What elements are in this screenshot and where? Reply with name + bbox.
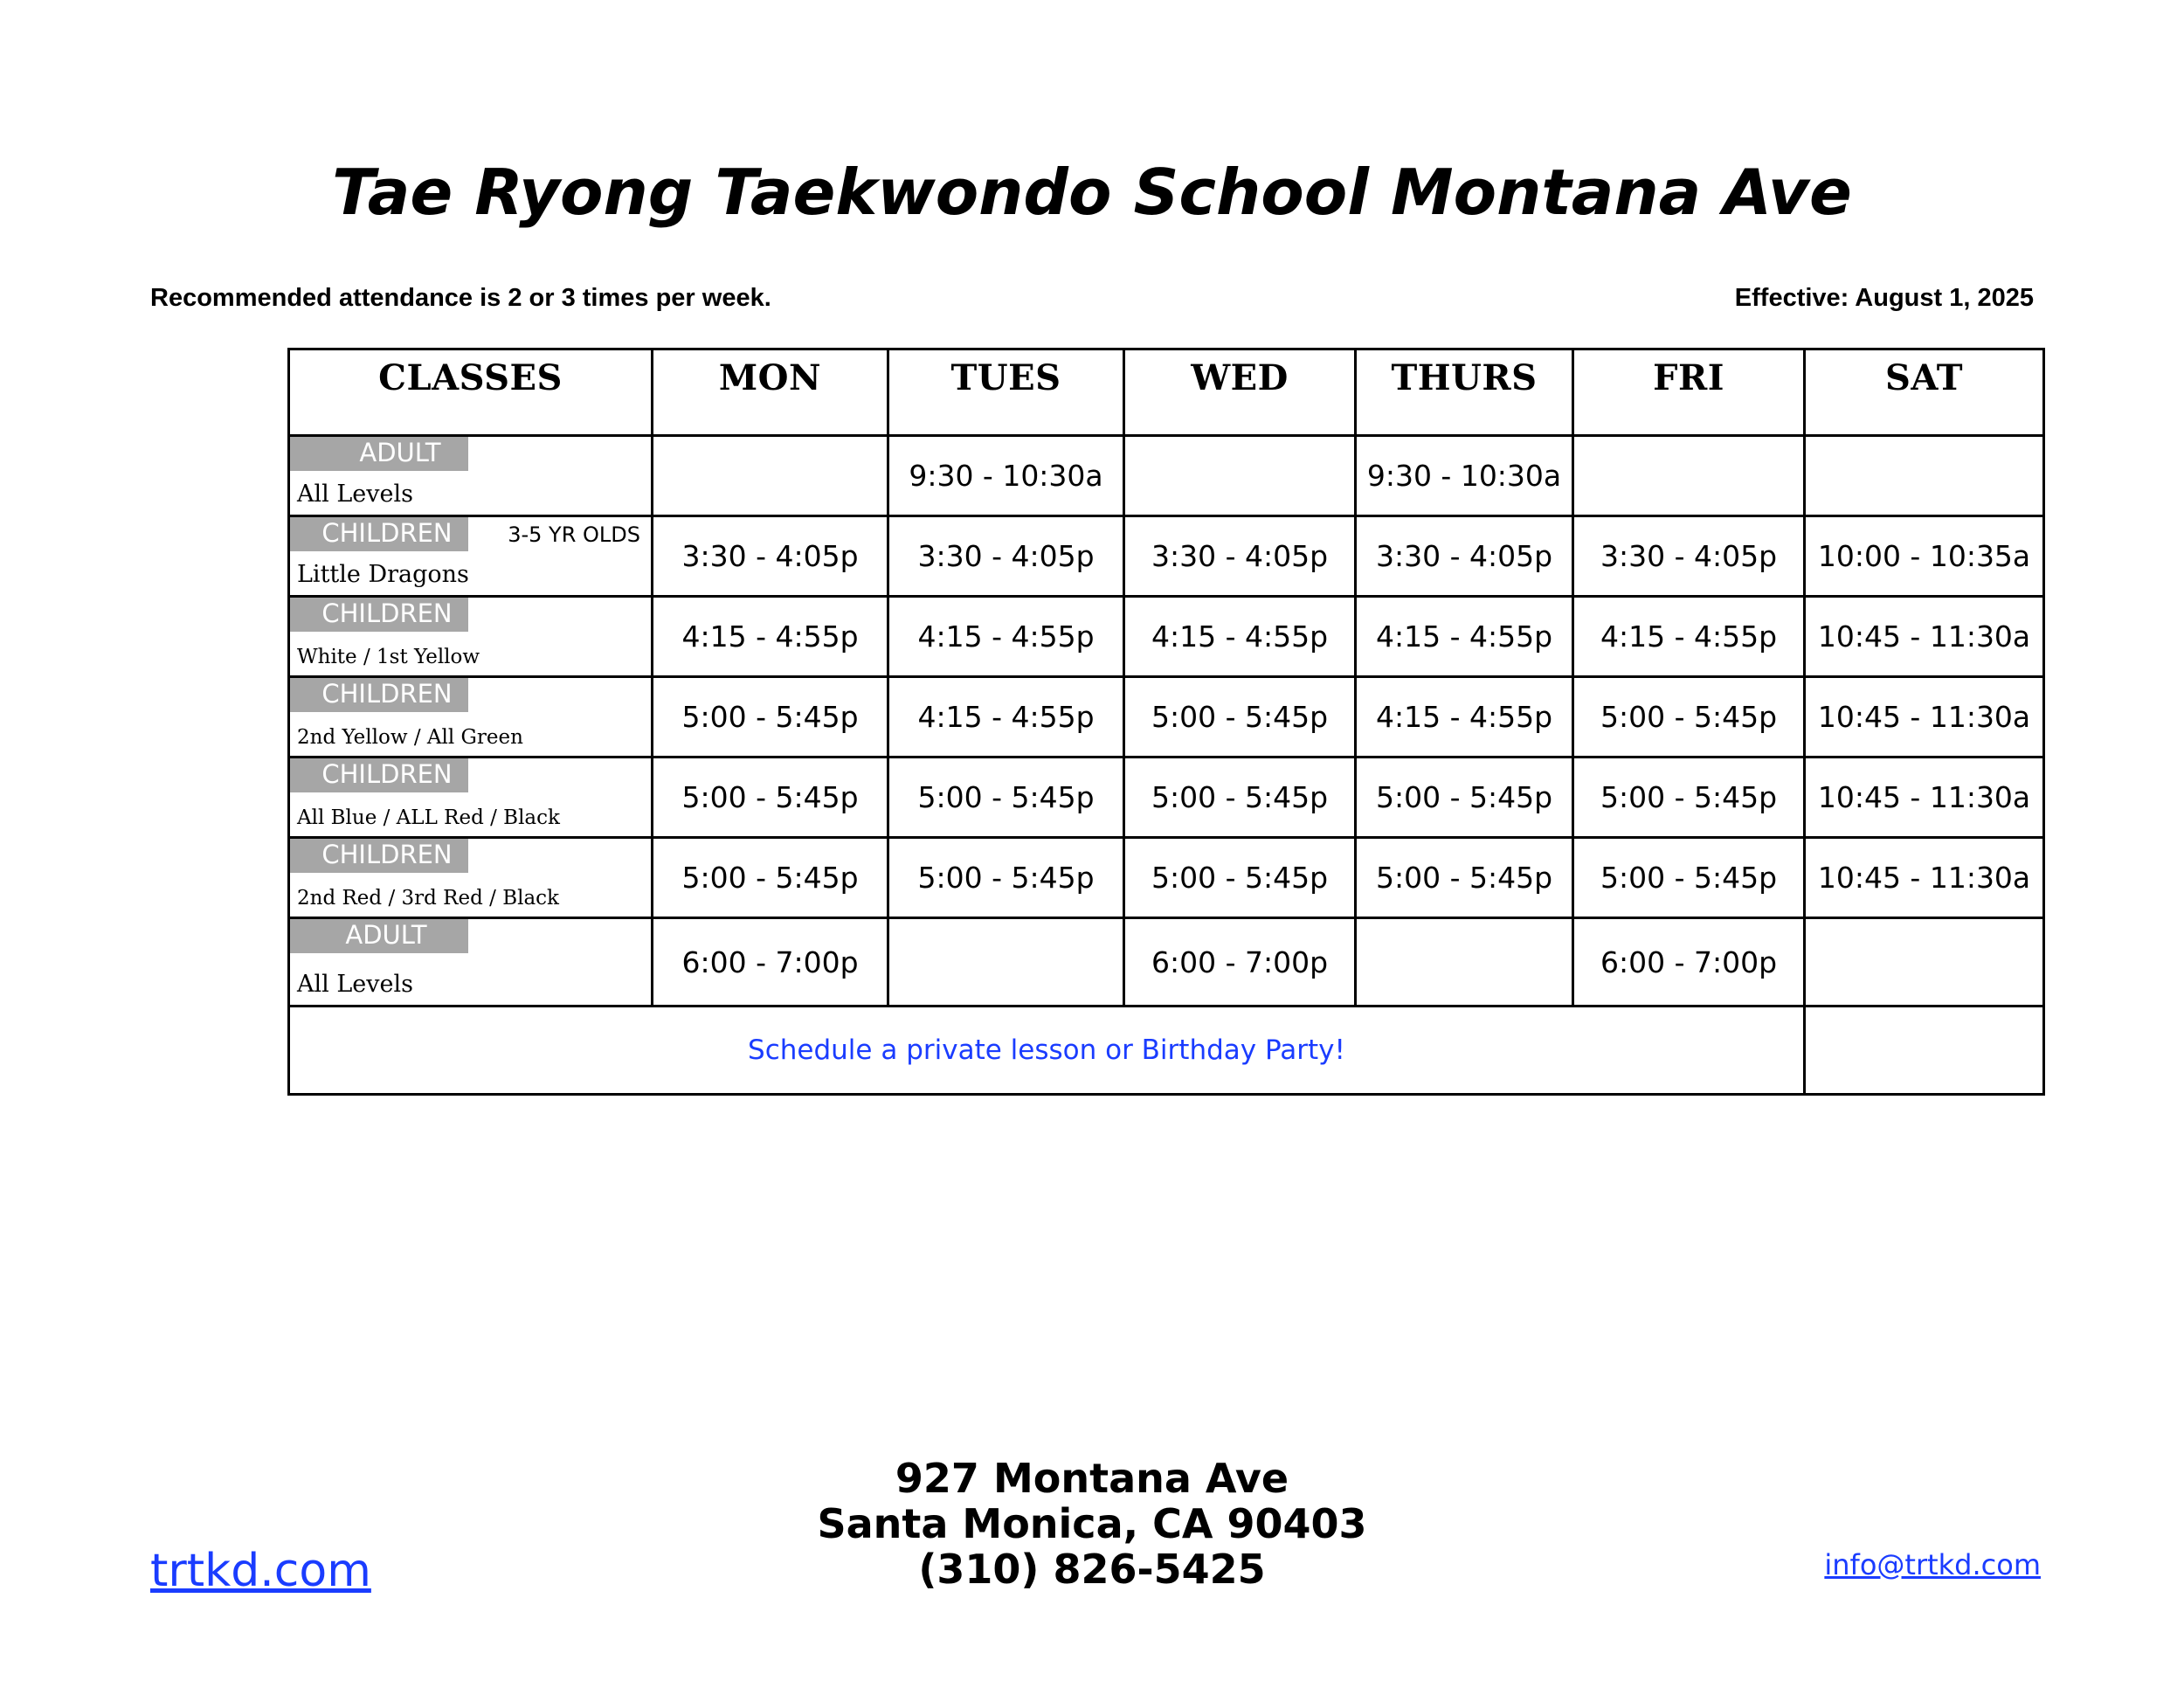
class-cell: [289, 758, 653, 838]
col-header-thurs: THURS: [1356, 349, 1573, 436]
promo-row: [289, 1007, 2044, 1095]
time-cell: 10:45 - 11:30a: [1805, 758, 2044, 838]
table-row: [289, 516, 2044, 597]
time-cell: 10:45 - 11:30a: [1805, 597, 2044, 677]
schedule-table: [287, 348, 2045, 1096]
class-cell: [289, 597, 653, 677]
time-cell: 5:00 - 5:45p: [1124, 838, 1356, 918]
time-cell: 4:15 - 4:55p: [1124, 597, 1356, 677]
time-cell: 10:45 - 11:30a: [1805, 838, 2044, 918]
time-cell: 9:30 - 10:30a: [1356, 436, 1573, 516]
phone-number: (310) 826-5425: [918, 1546, 1266, 1593]
time-cell: 5:00 - 5:45p: [1356, 758, 1573, 838]
time-cell: 5:00 - 5:45p: [653, 677, 888, 758]
header-row: [289, 349, 2044, 436]
class-tag: CHILDREN: [290, 839, 468, 873]
table-row: [289, 597, 2044, 677]
class-tag: CHILDREN: [290, 758, 468, 792]
time-cell: 3:30 - 4:05p: [1356, 516, 1573, 597]
promo-cell: [289, 1007, 1805, 1095]
table-row: [289, 677, 2044, 758]
page-title: Tae Ryong Taekwondo School Montana Ave: [332, 156, 1852, 229]
time-cell: 3:30 - 4:05p: [1573, 516, 1805, 597]
time-cell: 5:00 - 5:45p: [1356, 838, 1573, 918]
time-cell: 6:00 - 7:00p: [1573, 918, 1805, 1007]
table-row: [289, 436, 2044, 516]
time-cell: 6:00 - 7:00p: [653, 918, 888, 1007]
time-cell: 5:00 - 5:45p: [1124, 758, 1356, 838]
class-tag: CHILDREN: [290, 517, 468, 551]
col-header-mon: MON: [653, 349, 888, 436]
time-cell: 5:00 - 5:45p: [888, 758, 1124, 838]
email-link[interactable]: info@trtkd.com: [1824, 1548, 2041, 1581]
table-row: [289, 918, 2044, 1007]
time-cell: 5:00 - 5:45p: [888, 838, 1124, 918]
promo-text: Schedule a private lesson or Birthday Party!: [748, 1034, 1345, 1066]
time-cell: 10:45 - 11:30a: [1805, 677, 2044, 758]
time-cell: 3:30 - 4:05p: [653, 516, 888, 597]
time-cell: [1805, 436, 2044, 516]
class-name: White / 1st Yellow: [297, 646, 480, 668]
class-tag: ADULT: [290, 919, 468, 953]
time-cell: 4:15 - 4:55p: [1573, 597, 1805, 677]
time-cell: [1805, 918, 2044, 1007]
class-tag: CHILDREN: [290, 598, 468, 632]
time-cell: 3:30 - 4:05p: [888, 516, 1124, 597]
time-cell: 5:00 - 5:45p: [1573, 758, 1805, 838]
class-cell: [289, 677, 653, 758]
time-cell: 4:15 - 4:55p: [653, 597, 888, 677]
class-cell: [289, 838, 653, 918]
time-cell: 10:00 - 10:35a: [1805, 516, 2044, 597]
time-cell: [888, 918, 1124, 1007]
col-header-wed: WED: [1124, 349, 1356, 436]
class-name: Little Dragons: [297, 561, 469, 588]
time-cell: 4:15 - 4:55p: [888, 677, 1124, 758]
time-cell: 6:00 - 7:00p: [1124, 918, 1356, 1007]
time-cell: 5:00 - 5:45p: [1573, 838, 1805, 918]
time-cell: 9:30 - 10:30a: [888, 436, 1124, 516]
empty-cell: [1805, 1007, 2044, 1095]
time-cell: 3:30 - 4:05p: [1124, 516, 1356, 597]
col-header-tues: TUES: [888, 349, 1124, 436]
attendance-note: Recommended attendance is 2 or 3 times per week.: [150, 284, 771, 312]
class-cell: [289, 516, 653, 597]
class-cell: [289, 436, 653, 516]
time-cell: 4:15 - 4:55p: [1356, 597, 1573, 677]
col-header-fri: FRI: [1573, 349, 1805, 436]
class-tag: ADULT: [290, 437, 468, 471]
col-header-sat: SAT: [1805, 349, 2044, 436]
class-name: All Levels: [297, 481, 413, 508]
time-cell: 5:00 - 5:45p: [653, 838, 888, 918]
table-row: [289, 838, 2044, 918]
class-tag: CHILDREN: [290, 678, 468, 712]
address-line2: Santa Monica, CA 90403: [817, 1500, 1367, 1547]
time-cell: [1573, 436, 1805, 516]
time-cell: 4:15 - 4:55p: [888, 597, 1124, 677]
time-cell: [1124, 436, 1356, 516]
time-cell: 5:00 - 5:45p: [653, 758, 888, 838]
class-name: 2nd Yellow / All Green: [297, 726, 523, 749]
time-cell: 4:15 - 4:55p: [1356, 677, 1573, 758]
col-header-classes: CLASSES: [289, 349, 653, 436]
effective-date: Effective: August 1, 2025: [1734, 284, 2034, 312]
age-label: 3-5 YR OLDS: [508, 522, 640, 547]
table-row: [289, 758, 2044, 838]
time-cell: 5:00 - 5:45p: [1573, 677, 1805, 758]
time-cell: [653, 436, 888, 516]
time-cell: [1356, 918, 1573, 1007]
class-name: All Blue / ALL Red / Black: [297, 806, 560, 829]
class-cell: [289, 918, 653, 1007]
class-name: All Levels: [297, 971, 413, 998]
website-link[interactable]: trtkd.com: [150, 1545, 371, 1597]
class-name: 2nd Red / 3rd Red / Black: [297, 887, 559, 910]
address-line1: 927 Montana Ave: [895, 1455, 1289, 1502]
time-cell: 5:00 - 5:45p: [1124, 677, 1356, 758]
